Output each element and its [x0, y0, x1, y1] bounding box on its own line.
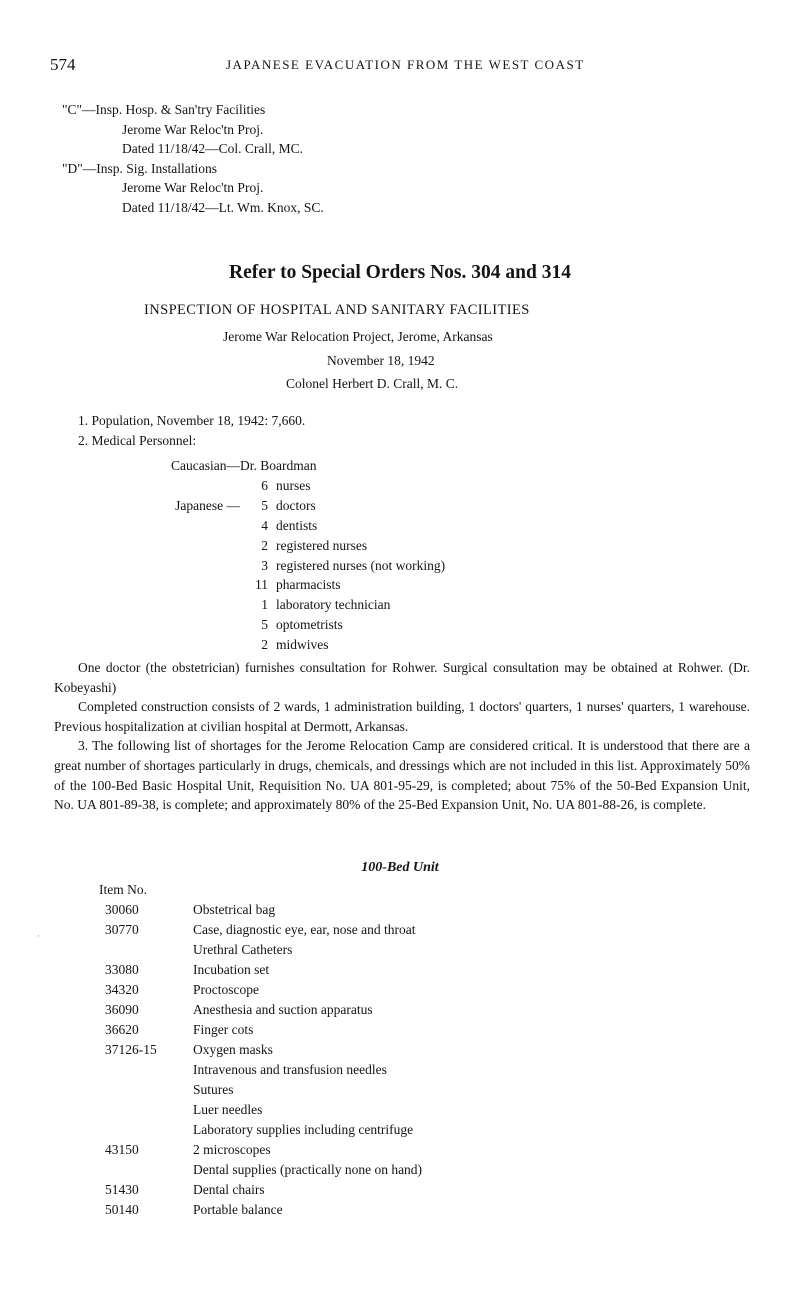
personnel-desc: registered nurses: [276, 537, 368, 553]
personnel-group: [140, 575, 240, 595]
item-description: Luer needles: [193, 1102, 263, 1117]
item-description: Proctoscope: [193, 982, 259, 997]
personnel-count: 2: [261, 637, 268, 653]
item-description: Incubation set: [193, 962, 270, 977]
personnel-desc: dentists: [276, 517, 318, 533]
item-description: Obstetrical bag: [193, 902, 276, 917]
page-header: [50, 55, 750, 77]
personnel-group: [140, 635, 240, 655]
item-number: 50140: [105, 1202, 139, 1217]
item-row: [97, 960, 422, 980]
item-row: [97, 1000, 422, 1020]
routing-line: Jerome War Reloc'tn Proj.: [122, 121, 264, 137]
item-row: [97, 1080, 422, 1100]
item-number: 30770: [105, 922, 139, 937]
item-number: 51430: [105, 1182, 139, 1197]
page-number: 574: [50, 55, 76, 74]
item-number: [97, 1100, 193, 1120]
paragraph: One doctor (the obstetrician) furnishes consultation for Rohwer. Surgical consultation may be obtained at Rohwer. (Dr. Kobeyashi): [54, 660, 750, 695]
personnel-row: [140, 516, 560, 536]
personnel-group: [140, 556, 240, 576]
item-row: [97, 1180, 422, 1200]
personnel-row: [140, 496, 560, 516]
item-description: Portable balance: [193, 1202, 283, 1217]
personnel-count: 5: [261, 497, 268, 513]
personnel-row: [140, 595, 560, 615]
routing-line: Jerome War Reloc'tn Proj.: [122, 180, 264, 195]
unit-heading: 100-Bed Unit: [361, 860, 439, 875]
item-list: [97, 880, 422, 1220]
personnel-count: 11: [255, 577, 268, 593]
personnel-list: [140, 456, 560, 655]
item-description: Sutures: [193, 1082, 234, 1097]
personnel-count: 4: [261, 517, 268, 533]
paragraph: 3. The following list of shortages for the Jerome Relocation Camp are considered critical. It is understood that there are a great number of shortages particularly in drugs, chemicals, and dressings which are not included in this list. Approximately 50% of the 100-Bed Basic Hospital Unit, Requisition No. UA 801-95-29, is completed; about 75% of the 50-Bed Expansion Unit, No. UA 801-89-38, is complete; and approximately 80% of the 25-Bed Expansion Unit, No. UA 801-88-26, is complete.: [54, 738, 750, 813]
routing-list: [62, 100, 324, 217]
item-description: Intravenous and transfusion needles: [193, 1062, 387, 1077]
item-description: 2 microscopes: [193, 1142, 271, 1157]
item-row: [97, 920, 422, 940]
personnel-desc: doctors: [276, 497, 316, 513]
routing-line: "D"—Insp. Sig. Installations: [62, 160, 218, 176]
personnel-desc: Dr. Boardman: [240, 458, 317, 473]
population-line: 1. Population, November 18, 1942: 7,660.: [78, 413, 306, 428]
item-row: [97, 1120, 422, 1140]
item-number-header: Item No.: [99, 882, 147, 897]
item-description: Laboratory supplies including centrifuge: [193, 1122, 414, 1137]
personnel-count: 2: [261, 537, 268, 553]
personnel-count: 6: [261, 477, 268, 493]
personnel-group: Japanese —: [175, 497, 240, 513]
item-number: 30060: [105, 902, 139, 917]
personnel-row: [140, 556, 560, 576]
item-row: [97, 1160, 422, 1180]
item-row: [97, 1060, 422, 1080]
item-number: 36090: [105, 1002, 139, 1017]
item-description: Oxygen masks: [193, 1042, 273, 1057]
personnel-row: [140, 456, 560, 476]
personnel-count: 5: [261, 617, 268, 633]
item-row: [97, 980, 422, 1000]
item-row: [97, 1100, 422, 1120]
personnel-desc: midwives: [276, 637, 329, 653]
item-description: Case, diagnostic eye, ear, nose and throat: [193, 922, 416, 937]
personnel-desc: nurses: [276, 477, 311, 493]
personnel-row: [140, 536, 560, 556]
item-row: [97, 1020, 422, 1040]
personnel-group: [140, 615, 240, 635]
personnel-desc: laboratory technician: [276, 597, 391, 613]
routing-entry: [62, 159, 324, 218]
section-title: Refer to Special Orders Nos. 304 and 314: [229, 262, 571, 283]
item-number: [97, 1120, 193, 1140]
personnel-group: Caucasian—: [171, 458, 240, 473]
item-description: Urethral Catheters: [193, 942, 293, 957]
paragraph: Completed construction consists of 2 wards, 1 administration building, 1 doctors' quarters, 1 nurses' quarters, 1 warehouse. Previous hospitalization at civilian hospital at Dermott, Arkansas.: [54, 699, 750, 734]
report-title: INSPECTION OF HOSPITAL AND SANITARY FACILITIES: [144, 302, 530, 318]
routing-line: Dated 11/18/42—Col. Crall, MC.: [122, 141, 303, 156]
personnel-group: [140, 516, 240, 536]
item-number: 33080: [105, 962, 139, 977]
item-row: [97, 1200, 422, 1220]
personnel-row: [140, 635, 560, 655]
personnel-desc: pharmacists: [276, 577, 341, 593]
item-row: [97, 1040, 422, 1060]
margin-dot: ·: [37, 931, 40, 941]
item-number: 37126-15: [105, 1042, 157, 1057]
routing-entry: [62, 100, 324, 159]
medical-personnel-heading: 2. Medical Personnel:: [78, 433, 197, 448]
item-description: Dental supplies (practically none on hand): [193, 1162, 423, 1177]
personnel-count: 1: [261, 597, 268, 613]
report-date: November 18, 1942: [327, 353, 435, 368]
personnel-group: [140, 536, 240, 556]
routing-line: "C"—Insp. Hosp. & San'try Facilities: [62, 102, 266, 117]
personnel-count: 3: [261, 557, 268, 573]
personnel-desc: optometrists: [276, 617, 343, 633]
item-number: 34320: [105, 982, 139, 997]
report-author: Colonel Herbert D. Crall, M. C.: [286, 376, 459, 391]
item-description: Dental chairs: [193, 1182, 265, 1197]
personnel-desc: registered nurses (not working): [276, 557, 446, 573]
item-number: [97, 1060, 193, 1080]
item-row: [97, 1140, 422, 1160]
item-row: [97, 900, 422, 920]
item-description: Anesthesia and suction apparatus: [193, 1002, 373, 1017]
personnel-row: [140, 575, 560, 595]
item-number: 43150: [105, 1142, 139, 1157]
item-description: Finger cots: [193, 1022, 254, 1037]
personnel-group: [140, 476, 240, 496]
item-number: [97, 940, 193, 960]
item-number: 36620: [105, 1022, 139, 1037]
item-row: [97, 940, 422, 960]
routing-line: Dated 11/18/42—Lt. Wm. Knox, SC.: [122, 199, 324, 215]
personnel-group: [140, 595, 240, 615]
personnel-row: [140, 615, 560, 635]
running-head: JAPANESE EVACUATION FROM THE WEST COAST: [226, 57, 585, 72]
report-project: Jerome War Relocation Project, Jerome, Arkansas: [223, 329, 493, 344]
item-number: [97, 1160, 193, 1180]
personnel-row: [140, 476, 560, 496]
item-number: [97, 1080, 193, 1100]
body-text: [54, 658, 750, 815]
